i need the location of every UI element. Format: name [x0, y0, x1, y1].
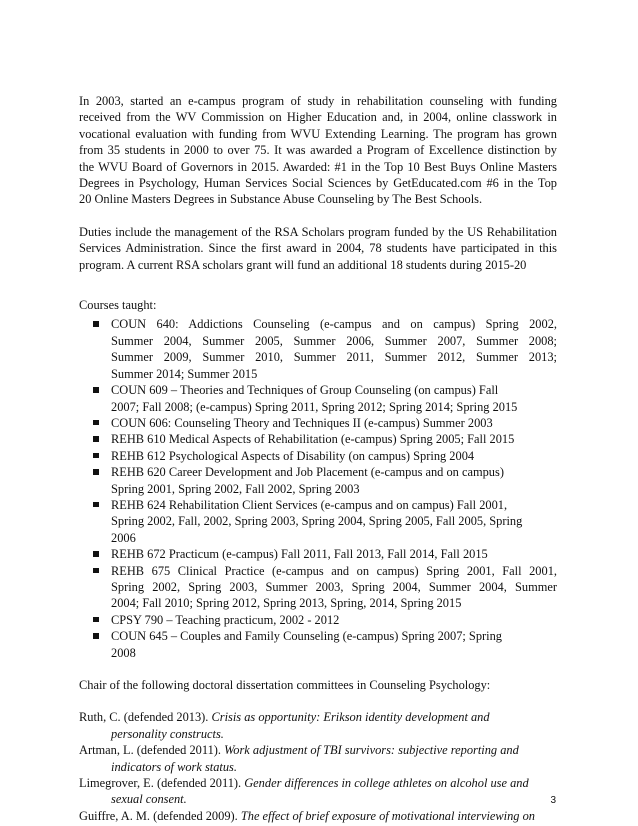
list-item	[79, 464, 557, 497]
text-line: REHB 620 Career Development and Job Placement (e-campus and on campus)	[111, 465, 504, 480]
dissertation-title: Crisis as opportunity: Erikson identity development and	[211, 710, 490, 725]
text-line: 2006	[111, 530, 136, 545]
text-line	[79, 775, 557, 791]
list-item	[79, 431, 557, 447]
text-line	[79, 742, 557, 758]
text-line: the WVU Board of Governors in 2015. Awarded: #1 in the Top 10 Best Buys Online Masters	[79, 159, 557, 174]
square-bullet-icon	[93, 568, 99, 574]
square-bullet-icon	[93, 502, 99, 508]
text-line: CPSY 790 – Teaching practicum, 2002 - 2012	[111, 612, 340, 627]
page-number: 3	[550, 795, 556, 806]
square-bullet-icon	[93, 387, 99, 393]
text-line	[79, 808, 557, 824]
text-line: REHB 672 Practicum (e-campus) Fall 2011, Fall 2013, Fall 2014, Fall 2015	[111, 547, 488, 562]
list-item	[79, 382, 557, 415]
square-bullet-icon	[93, 633, 99, 639]
square-bullet-icon	[93, 469, 99, 475]
square-bullet-icon	[93, 551, 99, 557]
text-line	[79, 759, 557, 775]
dissertation-author: Artman, L. (defended 2011).	[79, 743, 221, 758]
list-item	[79, 563, 557, 612]
text-line: Summer 2014; Summer 2015	[111, 366, 258, 381]
courses-heading: Courses taught:	[79, 298, 157, 313]
text-line: Services Administration. Since the first award in 2004, 78 students have participated in this	[79, 241, 557, 256]
square-bullet-icon	[93, 420, 99, 426]
text-line: REHB 624 Rehabilitation Client Services (e-campus and on campus) Fall 2001,	[111, 497, 508, 512]
dissertation-title: The effect of brief exposure of motivational interviewing on	[240, 808, 535, 823]
dissertation-author: Limegrover, E. (defended 2011).	[79, 776, 242, 791]
dissertation-title-cont: personality constructs.	[111, 726, 224, 741]
dissertation-author: Guiffre, A. M. (defended 2009).	[79, 808, 238, 823]
dissertation-title-cont: indicators of work status.	[111, 759, 237, 774]
dissertation-author: Ruth, C. (defended 2013).	[79, 710, 209, 725]
text-line: Summer 2009, Summer 2010, Summer 2011, Summer 2012, Summer 2013;	[111, 350, 557, 365]
text-line: In 2003, started an e-campus program of study in rehabilitation counseling with funding	[79, 94, 557, 108]
list-item	[79, 415, 557, 431]
text-line: Summer 2004, Summer 2005, Summer 2006, Summer 2007, Summer 2008;	[111, 333, 557, 348]
text-line: program. A current RSA scholars grant will fund an additional 18 students during 2015-20	[79, 257, 527, 272]
text-line: Spring 2002, Spring 2003, Summer 2003, Spring 2004, Summer 2004, Summer	[111, 579, 557, 594]
text-line: Degrees in Psychology, Human Services Social Sciences by GetEducated.com #6 in the Top	[79, 176, 557, 191]
text-line	[79, 709, 557, 725]
chair-heading: Chair of the following doctoral dissertation committees in Counseling Psychology:	[79, 678, 491, 692]
text-line: Spring 2001, Spring 2002, Fall 2002, Spring 2003	[111, 481, 360, 496]
text-line: COUN 609 – Theories and Techniques of Group Counseling (on campus) Fall	[111, 383, 499, 398]
square-bullet-icon	[93, 453, 99, 459]
square-bullet-icon	[93, 436, 99, 442]
text-line: REHB 612 Psychological Aspects of Disability (on campus) Spring 2004	[111, 448, 475, 463]
text-line: COUN 640: Addictions Counseling (e-campus and on campus) Spring 2002,	[111, 317, 557, 332]
list-item	[79, 497, 557, 546]
duties-paragraph	[79, 224, 557, 273]
intro-paragraph	[79, 93, 557, 208]
text-line: 2008	[111, 645, 136, 660]
text-line: vocational evaluation with funding from WVU Extending Learning. The program has grown	[79, 126, 557, 141]
text-line: 2004; Fall 2010; Spring 2012, Spring 2013, Spring, 2014, Spring 2015	[111, 596, 462, 611]
text-line: Spring 2002, Fall, 2002, Spring 2003, Spring 2004, Spring 2005, Fall 2005, Spring	[111, 514, 523, 529]
dissertation-entry	[79, 808, 557, 824]
square-bullet-icon	[93, 617, 99, 623]
dissertation-entry	[79, 742, 557, 775]
page-content	[79, 93, 557, 824]
text-line	[79, 726, 557, 742]
square-bullet-icon	[93, 321, 99, 327]
dissertation-title: Gender differences in college athletes on alcohol use and	[244, 776, 529, 791]
dissertation-entry	[79, 709, 557, 742]
dissertation-entry	[79, 775, 557, 808]
list-item	[79, 316, 557, 382]
text-line: 2007; Fall 2008; (e-campus) Spring 2011, Spring 2012; Spring 2014; Spring 2015	[111, 399, 518, 414]
text-line: Duties include the management of the RSA Scholars program funded by the US Rehabilitation	[79, 224, 557, 239]
text-line: REHB 610 Medical Aspects of Rehabilitation (e-campus) Spring 2005; Fall 2015	[111, 432, 515, 447]
text-line: received from the WV Commission on Higher Education and, in 2004, online classwork in	[79, 110, 557, 125]
text-line: COUN 606: Counseling Theory and Techniques II (e-campus) Summer 2003	[111, 415, 493, 430]
dissertation-title-cont: sexual consent.	[111, 792, 187, 807]
text-line: COUN 645 – Couples and Family Counseling (e-campus) Spring 2007; Spring	[111, 629, 502, 644]
dissertation-title: Work adjustment of TBI survivors: subjective reporting and	[224, 743, 519, 758]
text-line: 20 Online Masters Degrees in Substance Abuse Counseling by The Best Schools.	[79, 192, 483, 207]
list-item	[79, 612, 557, 628]
list-item	[79, 546, 557, 562]
text-line: from 35 students in 2000 to over 75. It was awarded a Program of Excellence distinction by	[79, 143, 557, 158]
text-line	[79, 791, 557, 807]
text-line: REHB 675 Clinical Practice (e-campus and on campus) Spring 2001, Fall 2001,	[111, 563, 557, 578]
courses-list	[79, 316, 557, 661]
list-item	[79, 628, 557, 661]
list-item	[79, 448, 557, 464]
